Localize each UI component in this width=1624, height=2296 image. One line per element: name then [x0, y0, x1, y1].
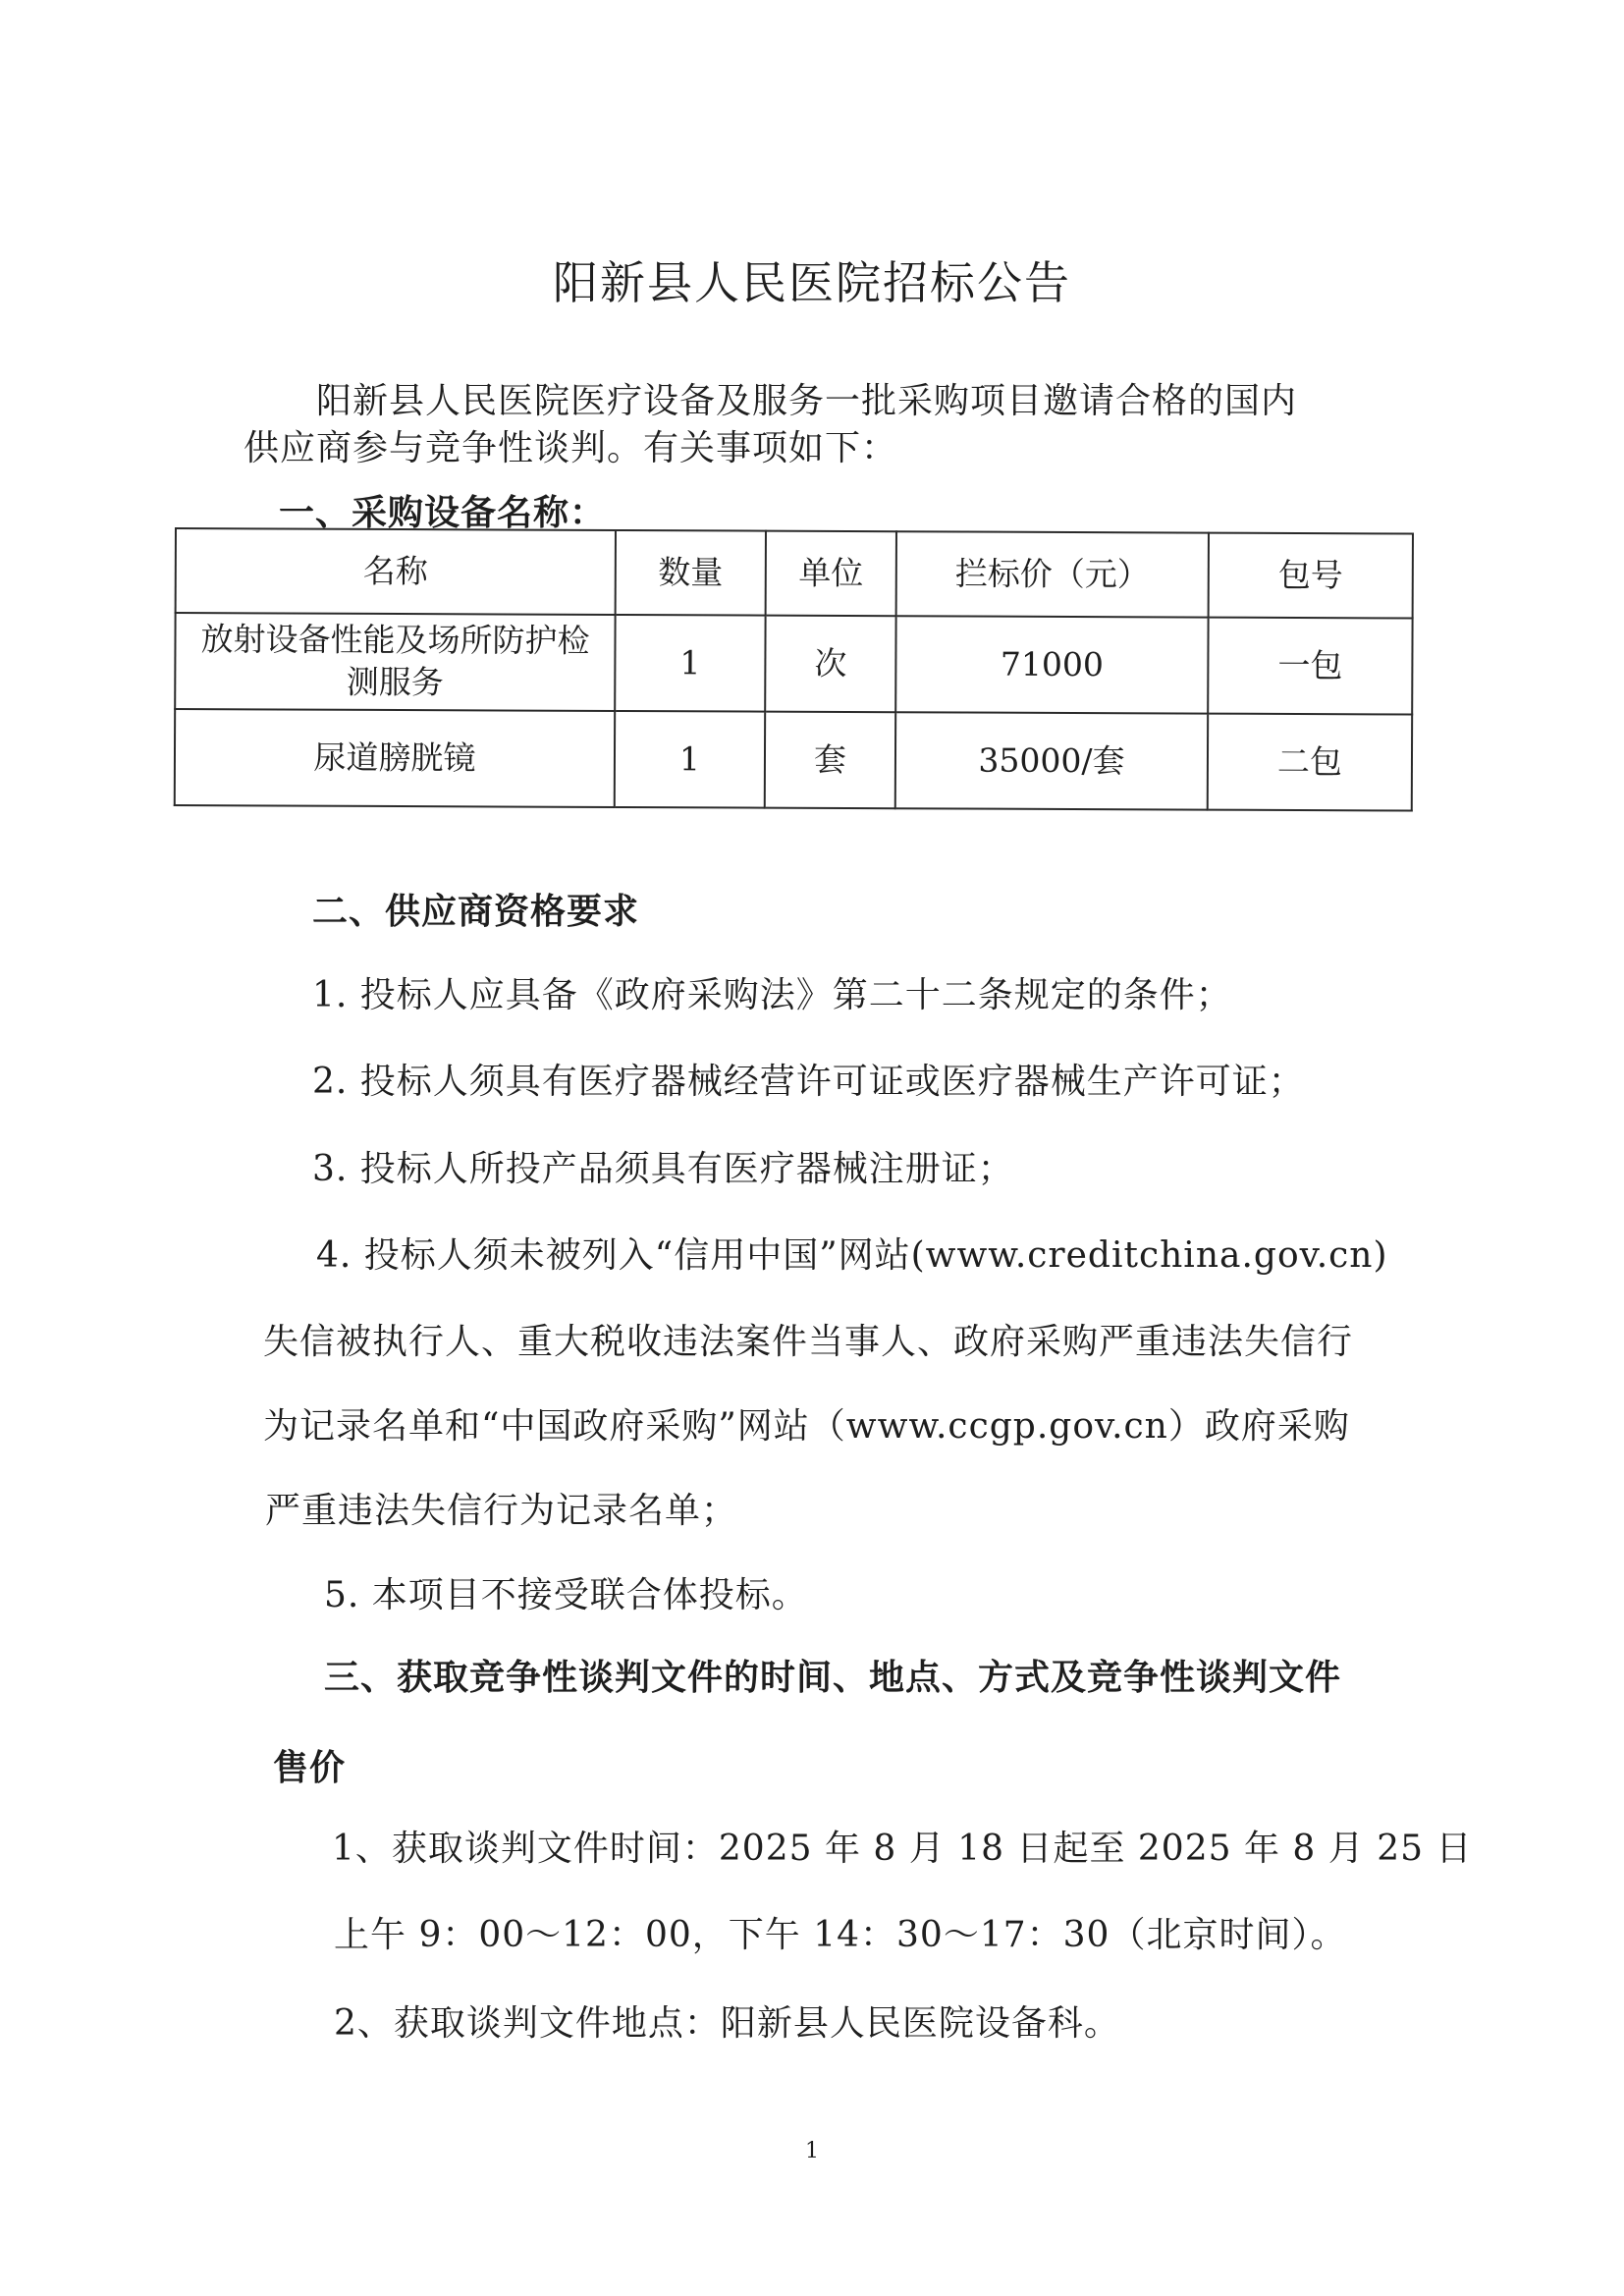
section-1-heading: 一、采购设备名称： [279, 492, 607, 533]
acquisition-time: 1、获取谈判文件时间：2025 年 8 月 18 日起至 2025 年 8 月 25 日 [332, 1829, 1473, 1869]
table-row [175, 709, 1412, 810]
cell-name: 放射设备性能及场所防护检测服务 [175, 613, 615, 711]
qualification-item-4-cont-1: 失信被执行人、重大税收违法案件当事人、政府采购严重违法失信行 [263, 1322, 1354, 1362]
table-header-row [176, 528, 1413, 618]
cell-unit: 套 [765, 712, 895, 809]
cell-quantity: 1 [615, 711, 765, 808]
qualification-item-4: 4. 投标人须未被列入“信用中国”网站(www.creditchina.gov.cn) [316, 1235, 1388, 1276]
header-package: 包号 [1209, 533, 1413, 619]
cell-package: 一包 [1208, 618, 1412, 715]
qualification-item-2: 2. 投标人须具有医疗器械经营许可证或医疗器械生产许可证； [312, 1062, 1305, 1102]
section-2-heading: 二、供应商资格要求 [312, 891, 640, 932]
header-quantity: 数量 [616, 530, 766, 616]
cell-price: 35000/套 [895, 712, 1208, 809]
procurement-table [174, 527, 1414, 812]
cell-price: 71000 [895, 616, 1208, 713]
cell-unit: 次 [765, 616, 895, 713]
header-name: 名称 [176, 528, 616, 615]
page-number: 1 [805, 2139, 819, 2163]
page-title: 阳新县人民医院招标公告 [553, 256, 1071, 309]
header-ceiling-price: 拦标价（元） [896, 531, 1209, 617]
section-3-heading: 三、获取竞争性谈判文件的时间、地点、方式及竞争性谈判文件 [324, 1657, 1342, 1698]
intro-line-2: 供应商参与竞争性谈判。有关事项如下： [244, 428, 898, 468]
qualification-item-4-cont-3: 严重违法失信行为记录名单； [265, 1491, 738, 1531]
cell-package: 二包 [1208, 714, 1412, 811]
cell-name: 尿道膀胱镜 [175, 709, 615, 807]
table-row [175, 613, 1412, 714]
qualification-item-4-cont-2: 为记录名单和“中国政府采购”网站（www.ccgp.gov.cn）政府采购 [263, 1406, 1350, 1447]
qualification-item-5: 5. 本项目不接受联合体投标。 [324, 1575, 808, 1615]
section-3-heading-cont: 售价 [273, 1747, 347, 1788]
cell-quantity: 1 [615, 615, 765, 712]
intro-line-1: 阳新县人民医院医疗设备及服务一批采购项目邀请合格的国内 [316, 381, 1298, 421]
header-unit: 单位 [766, 531, 896, 617]
qualification-item-3: 3. 投标人所投产品须具有医疗器械注册证； [312, 1149, 1014, 1189]
acquisition-time-cont: 上午 9：00～12：00，下午 14：30～17：30（北京时间）。 [334, 1915, 1347, 1955]
acquisition-location: 2、获取谈判文件地点：阳新县人民医院设备科。 [334, 2003, 1120, 2044]
qualification-item-1: 1. 投标人应具备《政府采购法》第二十二条规定的条件； [312, 975, 1232, 1015]
